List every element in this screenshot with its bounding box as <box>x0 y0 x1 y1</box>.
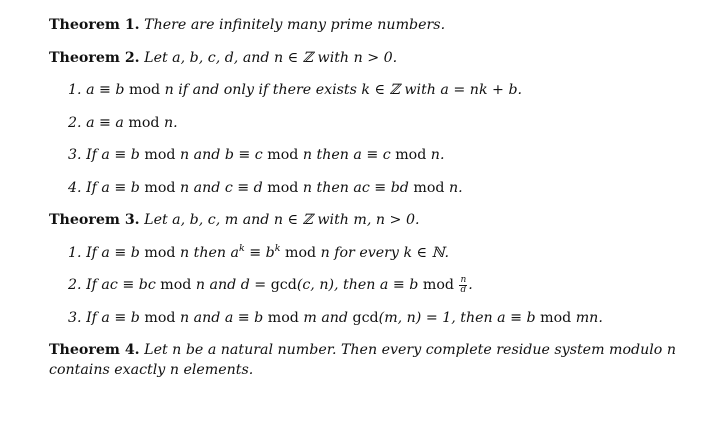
theorem-4-label: Theorem 4. <box>49 342 140 358</box>
item-number: 3. <box>68 147 82 163</box>
item-text: If a ≡ b mod n then $a^k \equiv b^k$ mod n for every k ∈ ℕ. <box>86 243 450 261</box>
item-text: If a ≡ b mod n and c ≡ d mod n then ac ≡ bd mod n. <box>86 180 463 196</box>
item-number: 1. <box>68 82 82 98</box>
theorem-3-item-3 <box>68 308 603 328</box>
item-text: a ≡ a mod n. <box>86 115 178 131</box>
theorem-2-statement: Let a, b, c, d, and n ∈ ℤ with n > 0. <box>144 50 398 66</box>
theorem-4-continuation <box>49 360 253 380</box>
theorem-4-statement-line-1: Let n be a natural number. Then every complete residue system modulo n <box>144 342 676 358</box>
theorem-2-label: Theorem 2. <box>49 50 140 66</box>
theorem-1-statement: There are infinitely many prime numbers. <box>144 17 446 33</box>
theorem-3-item-2 <box>68 275 473 295</box>
theorem-3-statement: Let a, b, c, m and n ∈ ℤ with m, n > 0. <box>144 212 420 228</box>
theorem-2-item-1 <box>68 80 522 100</box>
theorem-4 <box>49 340 676 360</box>
theorem-4-statement-line-2: contains exactly n elements. <box>49 362 254 378</box>
item-text: If ac ≡ bc mod n and d = gcd(c, n), then a ≡ b mod $\frac{n}{d}$ . <box>86 274 473 295</box>
item-number: 3. <box>68 310 82 326</box>
theorem-1-label: Theorem 1. <box>49 17 140 33</box>
theorem-2-item-4 <box>68 178 463 198</box>
item-number: 2. <box>68 115 82 131</box>
item-text: If a ≡ b mod n and a ≡ b mod m and gcd(m, n) = 1, then a ≡ b mod mn. <box>86 310 603 326</box>
item-text: If a ≡ b mod n and b ≡ c mod n then a ≡ c mod n. <box>86 147 445 163</box>
theorem-3-item-1 <box>68 243 449 263</box>
theorem-3 <box>49 210 420 230</box>
item-number: 1. <box>68 245 82 261</box>
theorem-2-item-2 <box>68 113 178 133</box>
theorem-3-label: Theorem 3. <box>49 212 140 228</box>
theorem-1 <box>49 15 445 35</box>
item-text: a ≡ b mod n if and only if there exists k ∈ ℤ with a = nk + b. <box>86 82 523 98</box>
theorem-2-item-3 <box>68 145 444 165</box>
item-number: 2. <box>68 277 82 293</box>
item-number: 4. <box>68 180 82 196</box>
theorem-2 <box>49 48 397 68</box>
